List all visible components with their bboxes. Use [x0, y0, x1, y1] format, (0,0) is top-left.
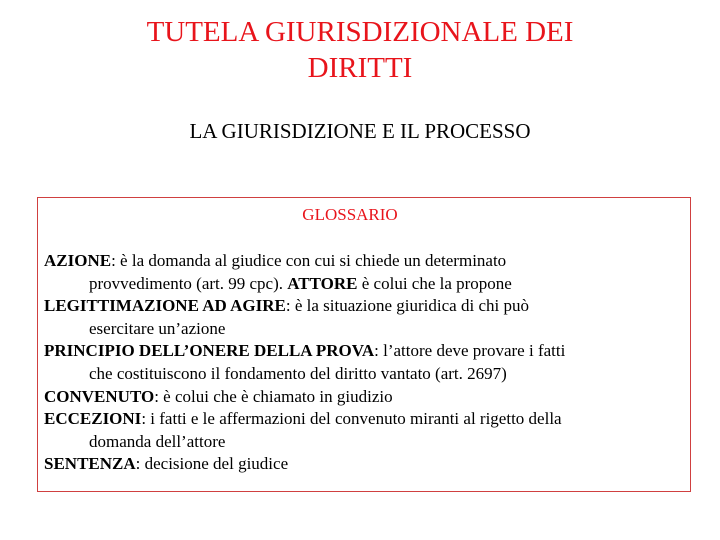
- glossary-entry-legittimazione: [44, 295, 684, 340]
- glossary-definition: : è colui che è chiamato in giudizio: [154, 386, 393, 406]
- glossary-entry-onere-prova: [44, 340, 684, 385]
- glossary-definition: : decisione del giudice: [135, 454, 289, 474]
- glossary-definition: esercitare un’azione: [89, 318, 226, 338]
- glossary-definition: : è la domanda al giudice con cui si chiede un determinato: [111, 251, 507, 270]
- glossary-definition: è colui che la propone: [357, 273, 512, 293]
- glossary-term: PRINCIPIO DELL’ONERE DELLA PROVA: [44, 341, 375, 361]
- glossary-term: ATTORE: [287, 273, 358, 293]
- glossary-term: ECCEZIONI: [44, 409, 142, 429]
- page-subtitle: LA GIURISDIZIONE E IL PROCESSO: [189, 119, 531, 143]
- glossary-term: AZIONE: [44, 251, 112, 270]
- page-title-line-1: TUTELA GIURISDIZIONALE DEI: [146, 16, 574, 48]
- glossary-heading: GLOSSARIO: [302, 205, 398, 224]
- page-title-line-2: DIRITTI: [307, 52, 413, 84]
- glossary-definition: : è la situazione giuridica di chi può: [285, 296, 529, 316]
- glossary-term: CONVENUTO: [44, 386, 155, 406]
- glossary-definition: domanda dell’attore: [89, 431, 226, 451]
- glossary-definition: : i fatti e le affermazioni del convenuto miranti al rigetto della: [141, 409, 562, 429]
- glossary-entry-azione: [44, 250, 684, 295]
- glossary-entry-convenuto: [44, 386, 684, 409]
- glossary-entry-sentenza: [44, 453, 684, 476]
- glossary-definition: : l’attore deve provare i fatti: [374, 341, 566, 361]
- glossary-entries: [44, 250, 684, 476]
- glossary-definition: che costituiscono il fondamento del diritto vantato (art. 2697): [89, 363, 507, 383]
- page-title: [0, 14, 720, 86]
- glossary-entry-eccezioni: [44, 408, 684, 453]
- glossary-definition: provvedimento (art. 99 cpc).: [89, 273, 288, 293]
- glossary-term: SENTENZA: [44, 454, 136, 474]
- glossary-term: LEGITTIMAZIONE AD AGIRE: [44, 296, 286, 316]
